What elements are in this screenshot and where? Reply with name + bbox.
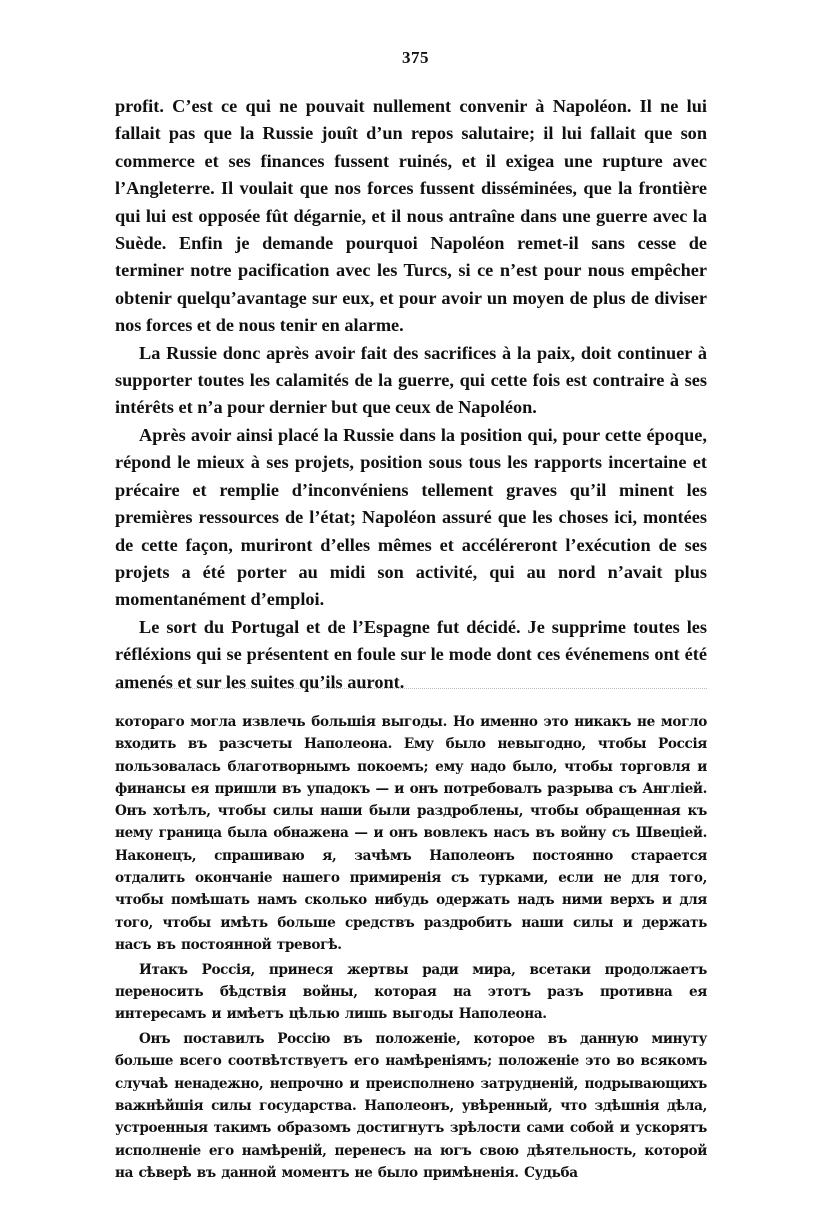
russian-paragraph-3: Онъ поставилъ Россію въ положеніе, которое въ данную минуту больше всего соотвѣтствуетъ его намѣреніямъ; положеніе это во всякомъ случаѣ ненадежно, непрочно и преисполнено затрудненій, подрывающихъ важнѣйшія силы государства. Наполеонъ, увѣренный, что здѣшнія дѣла, устроенныя такимъ образомъ достигнутъ зрѣлости сами собой и ускорятъ исполненіе его намѣреній, перенесъ на югъ свою дѣятельность, которой на сѣверѣ въ данной моментъ не было примѣненія. Судьба — [115, 1031, 707, 1181]
section-divider — [115, 688, 707, 689]
russian-paragraph-2: Итакъ Россія, принеся жертвы ради мира, всетаки продолжаетъ переносить бѣдствія войны, которая на этотъ разъ противна ея интересамъ и имѣетъ цѣлью лишь выгоды Наполеона. — [115, 961, 707, 1023]
page-number: 375 — [402, 48, 429, 67]
russian-text-block — [115, 711, 707, 1184]
french-text-block — [115, 93, 707, 696]
french-paragraph-1: profit. C’est ce qui ne pouvait nullement convenir à Napoléon. Il ne lui fallait pas que la Russie jouît d’un repos salutaire; il lui fallait que son commerce et ses finances fussent ruinés, et il exigea une rupture avec l’Angleterre. Il voulait que nos forces fussent disséminées, que la frontière qui lui est opposée fût dégarnie, et il nous antraîne dans une guerre avec la Suède. Enfin je demande pourquoi Napoléon remet-il sans cesse de terminer notre pacification avec les Turcs, si ce n’est pour nous empêcher obtenir quelqu’avantage sur eux, et pour avoir un moyen de plus de diviser nos forces et de nous tenir en alarme. — [115, 96, 707, 336]
french-paragraph-2: La Russie donc après avoir fait des sacrifices à la paix, doit continuer à supporter toutes les calamités de la guerre, qui cette fois est contraire à ses intérêts et n’a pour dernier but que ceux de Napoléon. — [115, 342, 707, 418]
french-paragraph-3: Après avoir ainsi placé la Russie dans la position qui, pour cette époque, répond le mieux à ses projets, position sous tous les rapports incertaine et précaire et remplie d’inconvéniens tellement graves qu’il minent les premières ressources de l’état; Napoléon assuré que les choses ici, montées de cette façon, muriront d’elles mêmes et accéléreront l’exécution de ses projets a été porter au midi son activité, qui au nord n’avait plus momentanément d’emploi. — [115, 424, 707, 610]
russian-paragraph-1: котораго могла извлечь большія выгоды. Но именно это никакъ не могло входить въ разсчеты Наполеона. Ему было невыгодно, чтобы Россія пользовалась благотворнымъ покоемъ; ему надо было, чтобы торговля и финансы ея пришли въ упадокъ — и онъ потребовалъ разрыва съ Англіей. Онъ хотѣлъ, чтобы силы наши были раздроблены, чтобы обращенная къ нему граница была обнажена — и онъ вовлекъ насъ въ войну съ Швеціей. Наконецъ, спрашиваю я, зачѣмъ Наполеонъ постоянно старается отдалить окончаніе нашего примиренія съ турками, если не для того, чтобы помѣшать намъ сколько нибудь одержать надъ ними верхъ и для того, чтобы имѣть больше средствъ раздробить наши силы и держать насъ въ постоянной тревогѣ. — [115, 714, 707, 953]
french-paragraph-4: Le sort du Portugal et de l’Espagne fut décidé. Je supprime toutes les réfléxions qui se présentent en foule sur le mode dont ces événemens ont été amenés et sur les suites qu’ils auront. — [115, 616, 707, 692]
